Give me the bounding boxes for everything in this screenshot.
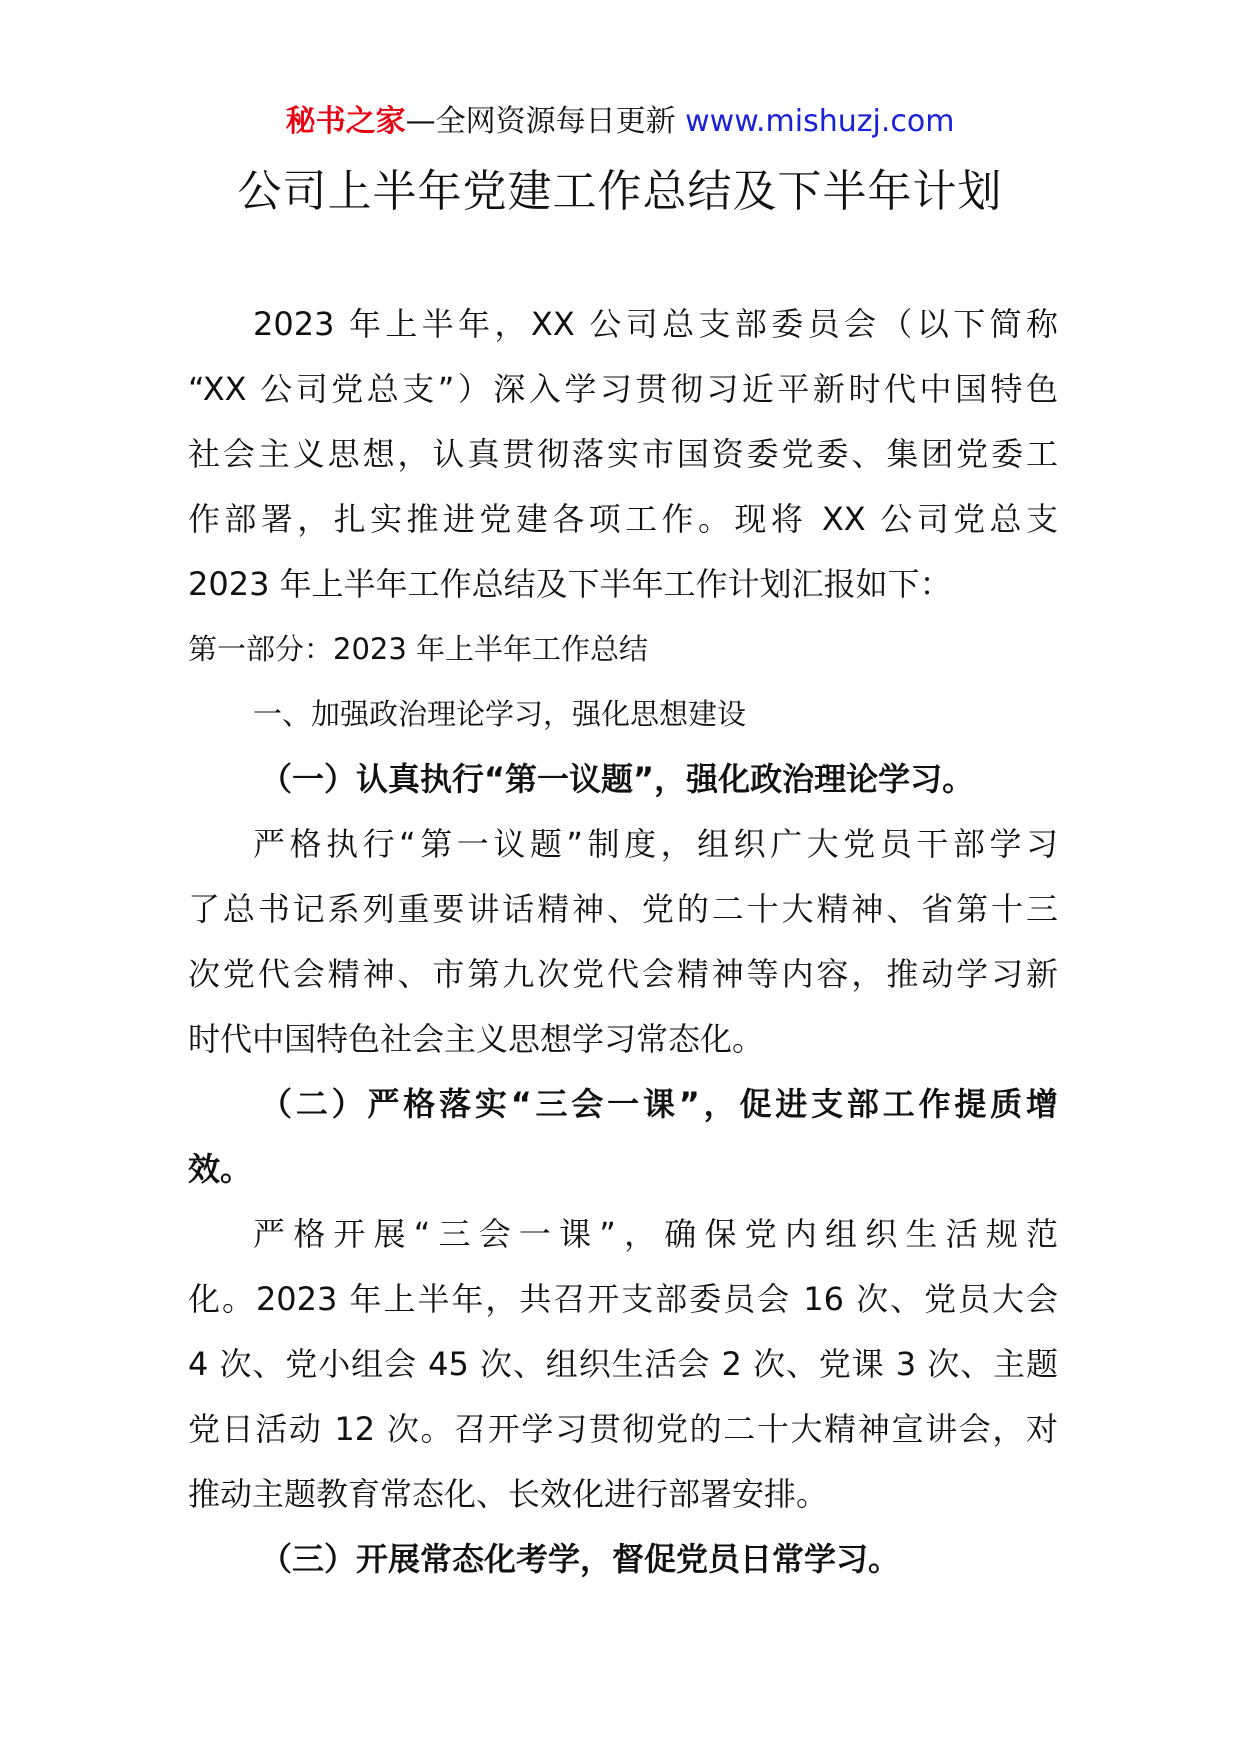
banner-slogan: —全网资源每日更新 (405, 104, 676, 139)
item-heading: 效。 (188, 1150, 253, 1188)
brand-name: 秘书之家 (285, 104, 406, 139)
paragraph-line: 社会主义思想，认真贯彻落实市国资委党委、集团党委工 (188, 435, 1058, 473)
paragraph-line: 2023 年上半年工作总结及下半年工作计划汇报如下： (188, 565, 952, 603)
paragraph-line: “XX 公司党总支”）深入学习贯彻习近平新时代中国特色 (188, 370, 1058, 408)
paragraph-line: 严格开展“三会一课”，确保党内组织生活规范 (253, 1215, 1058, 1253)
paragraph-line: 4 次、党小组会 45 次、组织生活会 2 次、党课 3 次、主题 (188, 1345, 1058, 1383)
subsection-heading: 一、加强政治理论学习，强化思想建设 (253, 697, 747, 731)
paragraph-line: 化。2023 年上半年，共召开支部委员会 16 次、党员大会 (188, 1280, 1058, 1318)
item-heading: （一）认真执行“第一议题”，强化政治理论学习。 (260, 760, 975, 798)
paragraph-line: 严格执行“第一议题”制度，组织广大党员干部学习 (253, 825, 1058, 863)
item-heading: （二）严格落实“三会一课”，促进支部工作提质增 (260, 1085, 1058, 1123)
paragraph-line: 了总书记系列重要讲话精神、党的二十大精神、省第十三 (188, 890, 1058, 928)
item-heading: （三）开展常态化考学，督促党员日常学习。 (260, 1540, 901, 1578)
paragraph-line: 作部署，扎实推进党建各项工作。现将 XX 公司党总支 (188, 500, 1058, 538)
site-url-link[interactable]: www.mishuzj.com (685, 104, 955, 139)
paragraph-line: 时代中国特色社会主义思想学习常态化。 (188, 1020, 765, 1058)
paragraph-line: 推动主题教育常态化、长效化进行部署安排。 (188, 1475, 829, 1513)
paragraph-line: 2023 年上半年，XX 公司总支部委员会（以下简称 (253, 305, 1058, 343)
document-body (188, 292, 1058, 1592)
document-title: 公司上半年党建工作总结及下半年计划 (237, 166, 1003, 217)
paragraph-line: 党日活动 12 次。召开学习贯彻党的二十大精神宣讲会，对 (188, 1410, 1058, 1448)
paragraph-line: 次党代会精神、市第九次党代会精神等内容，推动学习新 (188, 955, 1058, 993)
section-heading: 第一部分：2023 年上半年工作总结 (188, 632, 649, 666)
site-banner (0, 100, 1240, 144)
